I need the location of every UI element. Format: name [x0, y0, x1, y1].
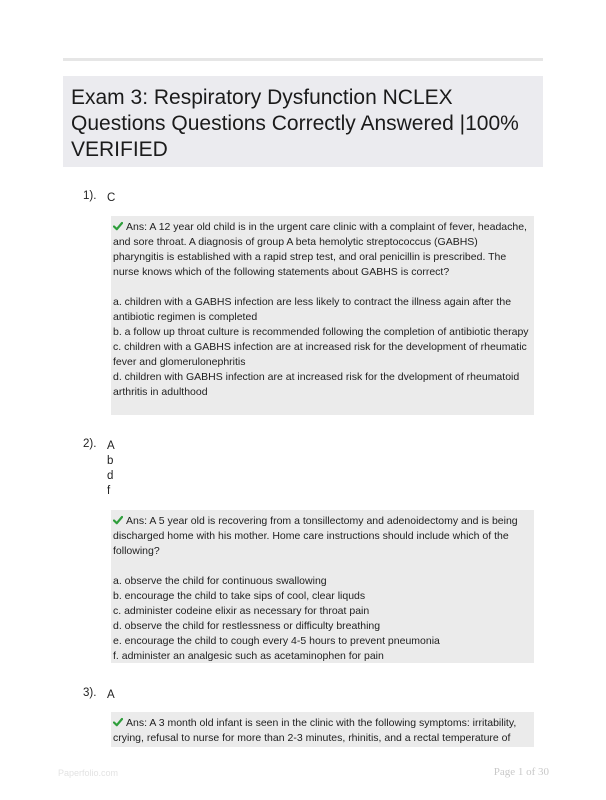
- prompt-text: Ans: A 3 month old infant is seen in the clinic with the following symptoms: irritability, crying, refusal to nurse for more than 2-3 minutes, rhinitis, and a rectal temperature of: [113, 717, 517, 744]
- check-icon: [113, 717, 123, 727]
- answer-box: [111, 216, 534, 415]
- answer-letter: A: [107, 440, 115, 452]
- answer-letter: A: [107, 689, 115, 701]
- question-number: 1).: [83, 190, 97, 202]
- prompt-text: Ans: A 12 year old child is in the urgent care clinic with a complaint of fever, headache, and sore throat. A diagnosis of group A beta hemolytic streptococcus (GABHS) pharyngitis is established with a rapid strep test, and oral penicillin is prescribed. The nurse knows which of the following statements about GABHS is correct?: [113, 221, 527, 278]
- page-title: Exam 3: Respiratory Dysfunction NCLEX Questions Questions Correctly Answered |100% VERIFIED: [71, 86, 519, 161]
- answer-box: [111, 510, 534, 663]
- check-icon: [113, 221, 123, 231]
- question-number: 3).: [83, 687, 97, 699]
- answer-letter: d: [107, 470, 114, 482]
- question-answers: [107, 439, 115, 499]
- option-item: c. administer codeine elixir as necessary for throat pain: [113, 605, 370, 617]
- answer-letter: C: [107, 192, 116, 204]
- option-item: a. children with a GABHS infection are less likely to contract the illness again after the antibiotic regimen is completed: [113, 296, 512, 323]
- question-answers: [107, 688, 115, 703]
- question-answers: [107, 191, 115, 206]
- title-box: [63, 76, 543, 167]
- top-divider: [63, 58, 543, 61]
- page-indicator: Page 1 of 30: [493, 766, 549, 778]
- option-item: c. children with a GABHS infection are at increased risk for the development of rheumatic fever and glomerulonephritis: [113, 341, 527, 368]
- option-item: b. a follow up throat culture is recommended following the completion of antibiotic therapy: [113, 326, 529, 338]
- option-item: d. children with GABHS infection are at increased risk for the dvelopment of rheumatoid arthritis in adulthood: [113, 371, 520, 398]
- option-item: b. encourage the child to take sips of cool, clear liquds: [113, 590, 366, 602]
- question-prompt: [113, 220, 531, 280]
- prompt-text: Ans: A 5 year old is recovering from a tonsillectomy and adenoidectomy and is being discharged home with his mother. Home care instructions should include which of the following?: [113, 515, 518, 557]
- answer-box: [111, 712, 534, 747]
- check-icon: [113, 515, 123, 525]
- footer-watermark: Paperfolio.com: [58, 768, 119, 778]
- option-item: d. observe the child for restlessness or difficulty breathing: [113, 620, 381, 632]
- answer-letter: b: [107, 455, 114, 467]
- question-number: 2).: [83, 438, 97, 450]
- question-prompt: [113, 716, 531, 746]
- answer-letter: f: [107, 485, 111, 497]
- option-item: a. observe the child for continuous swallowing: [113, 575, 327, 587]
- option-item: e. encourage the child to cough every 4-5 hours to prevent pneumonia: [113, 635, 440, 647]
- option-item: f. administer an analgesic such as acetaminophen for pain: [113, 650, 384, 662]
- question-prompt: [113, 514, 531, 559]
